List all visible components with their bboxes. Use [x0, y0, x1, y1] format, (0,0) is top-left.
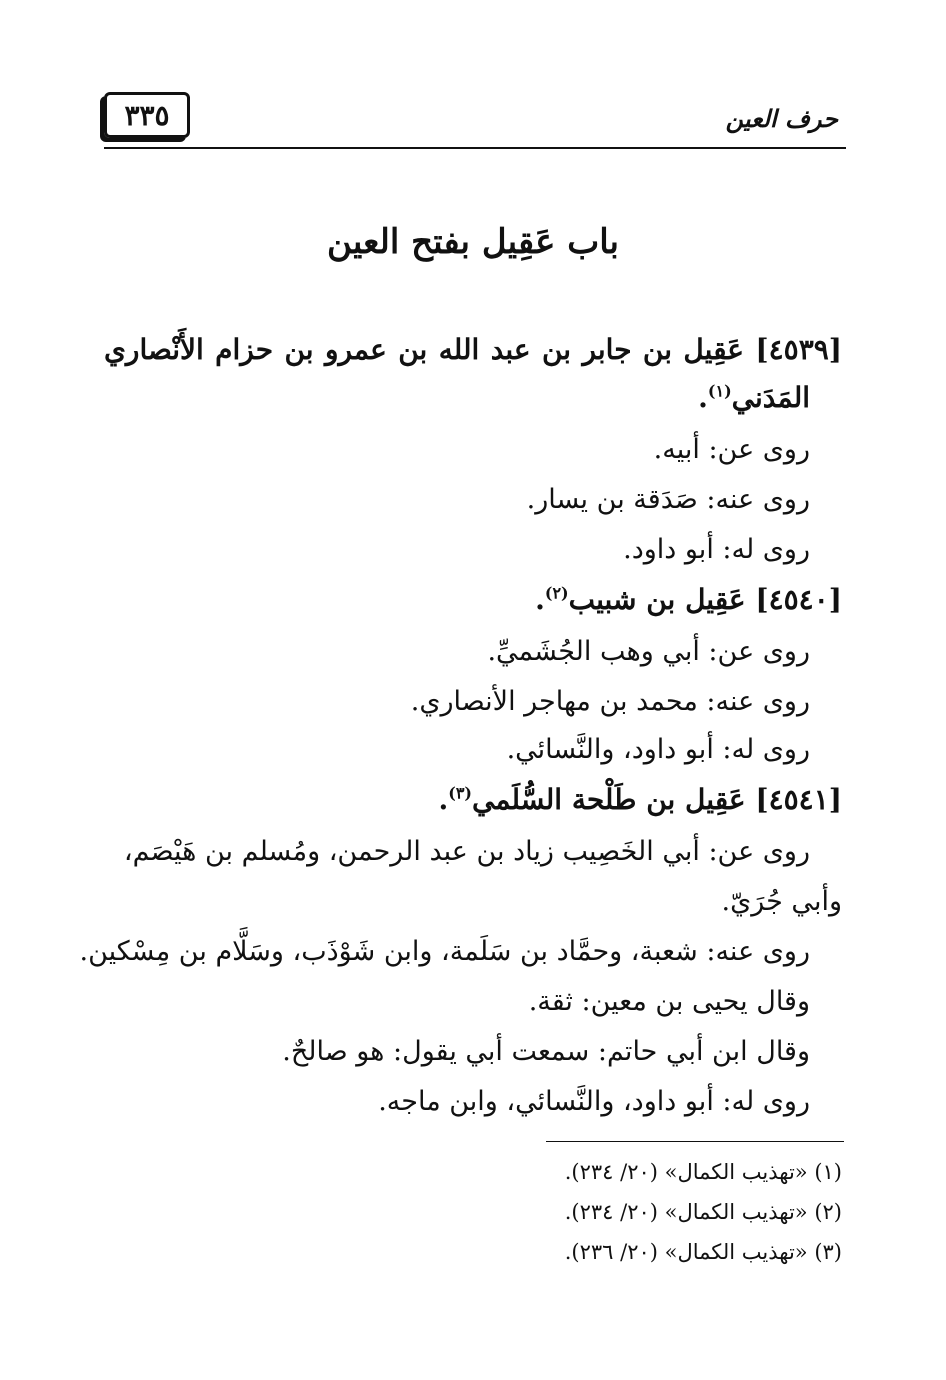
entry-number: [٤٥٣٩]	[755, 333, 843, 366]
entry-name-cont: المَدَني	[731, 381, 810, 414]
entry-name: عَقِيل بن شبيب	[568, 583, 746, 616]
entry-name: عَقِيل بن جابر بن عبد الله بن عمرو بن حزام الأَنْصاري	[104, 333, 744, 366]
footnote-marker: (١)	[707, 381, 732, 401]
entry-number: [٤٥٤١]	[755, 783, 842, 816]
period: .	[438, 783, 449, 816]
entry-4541-narrated-from-cont: وأبي جُرَيّ.	[721, 886, 842, 917]
footnote-3: (٣) «تهذيب الكمال» (٢٠/ ٢٣٦).	[564, 1240, 842, 1264]
entry-4540-narrated-for: روى له: أبو داود، والنَّسائي.	[506, 734, 810, 765]
entry-4539-narrated-for: روى له: أبو داود.	[623, 534, 810, 565]
entry-4539-narrated-by: روى عنه: صَدَقة بن يسار.	[526, 484, 810, 515]
entry-4541-heading	[438, 783, 842, 816]
page-number-text: ٣٣٥	[124, 98, 170, 132]
footnote-divider	[546, 1141, 844, 1142]
running-head: حرف العين	[725, 104, 838, 133]
chapter-title: باب عَقِيل بفتح العين	[326, 222, 620, 262]
entry-4541-narrated-from: روى عن: أبي الخَصِيب زياد بن عبد الرحمن، ومُسلم بن هَيْصَم،	[123, 836, 810, 867]
entry-4541-narrated-for: روى له: أبو داود، والنَّسائي، وابن ماجه.	[378, 1086, 810, 1117]
footnote-marker: (٣)	[448, 783, 472, 803]
period: .	[698, 381, 708, 414]
footnote-1: (١) «تهذيب الكمال» (٢٠/ ٢٣٤).	[564, 1160, 842, 1184]
footnote-marker: (٢)	[544, 583, 569, 603]
entry-4540-heading	[535, 583, 842, 616]
entry-4541-statement-ibn-main: وقال يحيى بن معين: ثقة.	[528, 986, 810, 1017]
footnote-2: (٢) «تهذيب الكمال» (٢٠/ ٢٣٤).	[564, 1200, 842, 1224]
period: .	[535, 583, 545, 616]
entry-4541-narrated-by: روى عنه: شعبة، وحمَّاد بن سَلَمة، وابن شَوْذَب، وسَلَّام بن مِسْكين.	[79, 936, 810, 967]
entry-4541-statement-ibn-abi-hatim: وقال ابن أبي حاتم: سمعت أبي يقول: هو صالحٌ.	[282, 1036, 810, 1067]
entry-4540-narrated-by: روى عنه: محمد بن مهاجر الأنصاري.	[410, 686, 810, 717]
entry-4539-heading-cont	[698, 381, 810, 414]
entry-4539-heading	[104, 333, 843, 366]
header-divider	[104, 147, 846, 149]
page-number	[104, 92, 190, 138]
entry-4540-narrated-from: روى عن: أبي وهب الجُشَميِّ.	[487, 636, 810, 667]
entry-4539-narrated-from: روى عن: أبيه.	[653, 434, 810, 465]
entry-number: [٤٥٤٠]	[755, 583, 842, 616]
entry-name: عَقِيل بن طَلْحة السُّلَمي	[471, 783, 746, 816]
